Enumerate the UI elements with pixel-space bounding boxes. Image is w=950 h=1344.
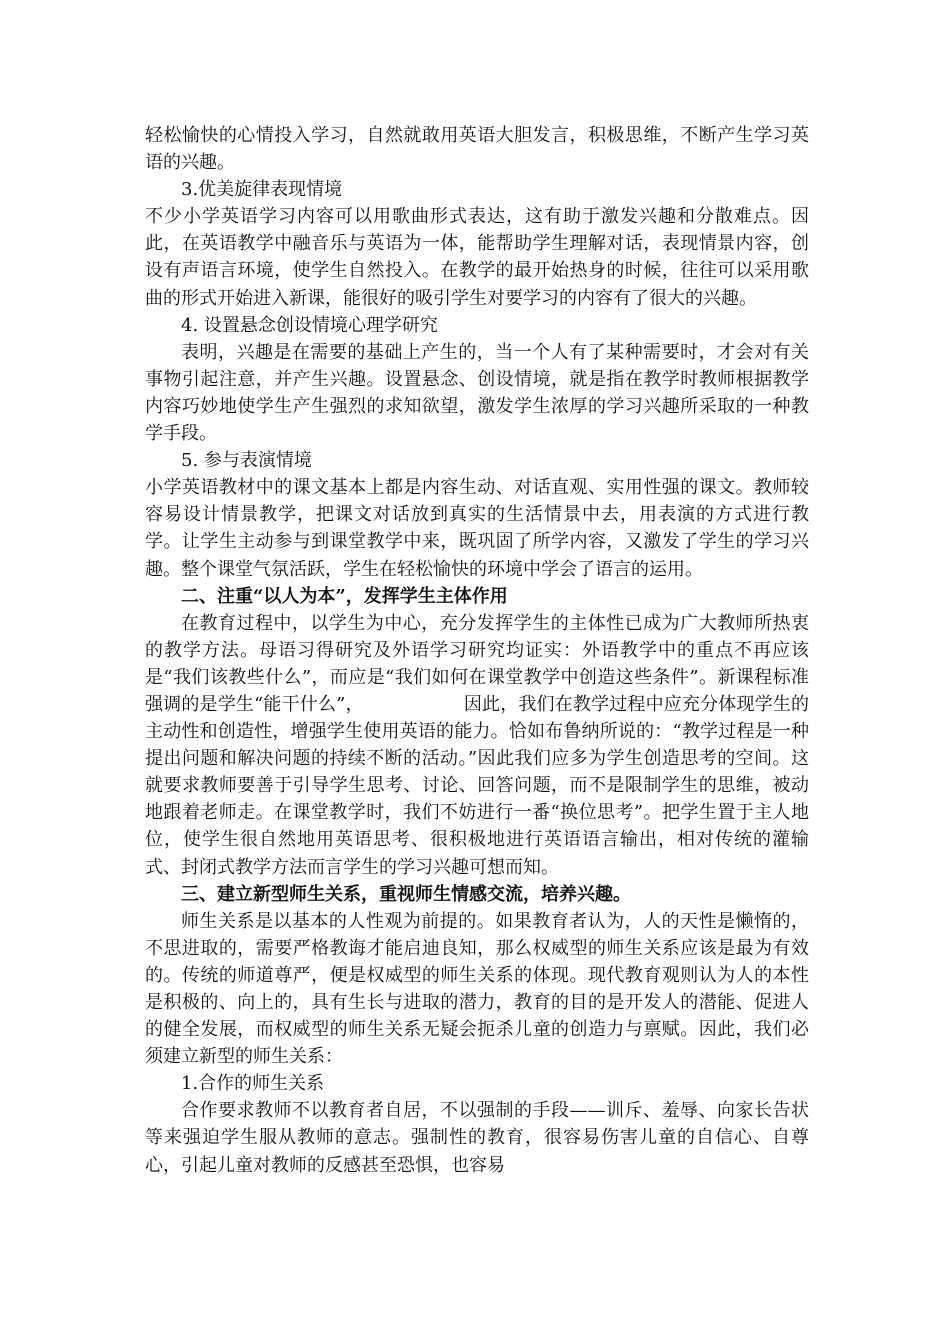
paragraph-suspense: 表明，兴趣是在需要的基础上产生的，当一个人有了某种需要时，才会对有关事物引起注意，并产生兴趣。设置悬念、创设情境，就是指在教学时教师根据教学内容巧妙地使学生产生强烈的求知欲望，激发学生浓厚的学习兴趣所采取的一种教学手段。 bbox=[145, 341, 809, 445]
subheading-cooperative-relation: 1.合作的师生关系 bbox=[181, 1073, 325, 1095]
subheading-suspense-situation: 4. 设置悬念创设情境心理学研究 bbox=[181, 314, 438, 336]
subheading-melody-situation: 3.优美旋律表现情境 bbox=[181, 179, 343, 201]
subheading-performance-situation: 5. 参与表演情境 bbox=[181, 450, 312, 472]
paragraph-continuation: 轻松愉快的心情投入学习，自然就敢用英语大胆发言，积极思维，不断产生学习英语的兴趣。 bbox=[145, 125, 809, 174]
paragraph-student-centered-part1: 在教育过程中，以学生为中心，充分发挥学生的主体性已成为广大教师所热衷的教学方法。母语习得研究及外语学习研究均证实：外语教学中的重点不再应该是“我们该教些什么”，而应是“我们如何在课堂教学中创造这些条件”。新课程标准强调的是学生“能干什么”， bbox=[145, 612, 809, 715]
paragraph-melody: 不少小学英语学习内容可以用歌曲形式表达，这有助于激发兴趣和分散难点。因此，在英语教学中融音乐与英语为一体，能帮助学生理解对话，表现情景内容，创设有声语言环境，使学生自然投入。在教学的最开始热身的时候，往往可以采用歌曲的形式开始进入新课，能很好的吸引学生对要学习的内容有了很大的兴趣。 bbox=[145, 206, 809, 309]
section-heading-2: 二、注重“以人为本”，发挥学生主体作用 bbox=[181, 585, 508, 607]
section-heading-3: 三、建立新型师生关系，重视师生情感交流，培养兴趣。 bbox=[181, 883, 631, 905]
paragraph-teacher-student-relation: 师生关系是以基本的人性观为前提的。如果教育者认为，人的天性是懒惰的，不思进取的，需要严格教诲才能启迪良知，那么权威型的师生关系应该是最为有效的。传统的师道尊严，便是权威型的师生关系的体现。现代教育观则认为人的本性是积极的、向上的，具有生长与进取的潜力，教育的目的是开发人的潜能、促进人的健全发展，而权威型的师生关系无疑会扼杀儿童的创造力与禀赋。因此，我们必须建立新型的师生关系： bbox=[145, 910, 809, 1068]
document-body bbox=[145, 122, 809, 1179]
paragraph-performance: 小学英语教材中的课文基本上都是内容生动、对话直观、实用性强的课文。教师较容易设计情景教学，把课文对话放到真实的生活情景中去，用表演的方式进行教学。让学生主动参与到课堂教学中来，既巩固了所学内容，又激发了学生的学习兴趣。整个课堂气氛活跃，学生在轻松愉快的环境中学会了语言的运用。 bbox=[145, 477, 809, 580]
paragraph-cooperation: 合作要求教师不以教育者自居，不以强制的手段——训斥、羞辱、向家长告状等来强迫学生服从教师的意志。强制性的教育，很容易伤害儿童的自信心、自尊心，引起儿童对教师的反感甚至恐惧，也容易 bbox=[145, 1100, 809, 1176]
paragraph-student-centered bbox=[145, 610, 809, 881]
paragraph-student-centered-part2: 因此，我们在教学过程中应充分体现学生的主动性和创造性，增强学生使用英语的能力。恰如布鲁纳所说的：“教学过程是一种提出问题和解决问题的持续不断的活动。”因此我们应多为学生创造思考的空间。这就要求教师要善于引导学生思考、讨论、回答问题，而不是限制学生的思维，被动地跟着老师走。在课堂教学时，我们不妨进行一番“换位思考”。把学生置于主人地位，使学生很自然地用英语思考、很积极地进行英语语言输出，相对传统的灌输式、封闭式教学方法而言学生的学习兴趣可想而知。 bbox=[145, 693, 810, 878]
